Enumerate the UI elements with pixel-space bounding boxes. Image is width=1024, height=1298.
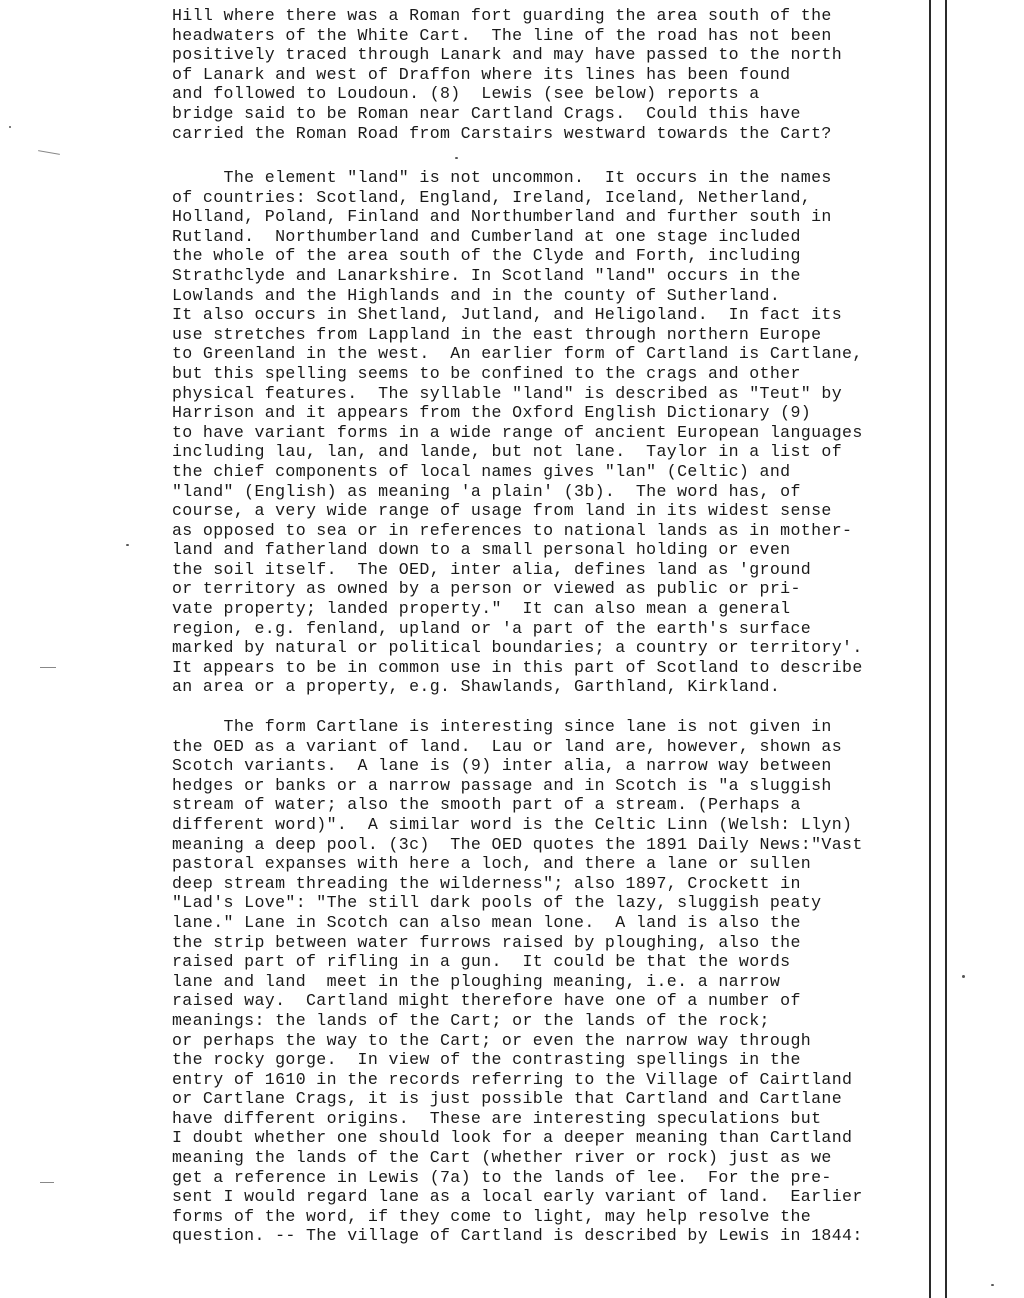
text-line: physical features. The syllable "land" is described as "Teut" by <box>172 383 843 403</box>
text-line: The element "land" is not uncommon. It occurs in the names <box>172 168 832 187</box>
text-line: raised part of rifling in a gun. It could be that the words <box>172 952 791 972</box>
text-line: land and fatherland down to a small personal holding or even <box>172 540 791 560</box>
text-line: the rocky gorge. In view of the contrasting spellings in the <box>172 1050 801 1070</box>
paragraph-roman-road <box>172 6 842 143</box>
text-line: Hill where there was a Roman fort guarding the area south of the <box>172 6 832 25</box>
text-line: different word)". A similar word is the Celtic Linn (Welsh: Llyn) <box>172 814 853 834</box>
text-line: question. -- The village of Cartland is described by Lewis in 1844: <box>172 1226 863 1246</box>
text-line: the strip between water furrows raised by ploughing, also the <box>172 932 801 952</box>
text-line: pastoral expanses with here a loch, and there a lane or sullen <box>172 854 812 874</box>
text-line: lane." Lane in Scotch can also mean lone. A land is also the <box>172 912 801 932</box>
scan-mark <box>40 1182 54 1183</box>
text-line: It appears to be in common use in this part of Scotland to describe <box>172 657 863 677</box>
text-line: or territory as owned by a person or viewed as public or pri- <box>172 579 801 599</box>
text-line: to Greenland in the west. An earlier form of Cartland is Cartlane, <box>172 344 863 364</box>
text-line: lane and land meet in the ploughing meaning, i.e. a narrow <box>172 971 781 991</box>
text-line: Rutland. Northumberland and Cumberland at one stage included <box>172 226 801 246</box>
scan-speck <box>962 975 965 978</box>
text-line: sent I would regard lane as a local early variant of land. Earlier <box>172 1187 863 1207</box>
text-line: of Lanark and west of Draffon where its lines has been found <box>172 64 791 84</box>
scan-speck <box>9 126 11 128</box>
text-line: forms of the word, if they come to light, may help resolve the <box>172 1206 812 1226</box>
text-line: including lau, lan, and lande, but not lane. Taylor in a list of <box>172 442 843 462</box>
text-line: hedges or banks or a narrow passage and in Scotch is "a sluggish <box>172 775 832 795</box>
paragraph-form-cartlane <box>172 717 863 1246</box>
text-line: bridge said to be Roman near Cartland Crags. Could this have <box>172 103 801 123</box>
text-line: the whole of the area south of the Clyde and Forth, including <box>172 246 801 266</box>
text-line: "land" (English) as meaning 'a plain' (3b). The word has, of <box>172 481 801 501</box>
text-line: have different origins. These are interesting speculations but <box>172 1108 822 1128</box>
text-line: Lowlands and the Highlands and in the county of Sutherland. <box>172 285 781 305</box>
text-line: I doubt whether one should look for a deeper meaning than Cartland <box>172 1128 853 1148</box>
margin-rule-right <box>945 0 947 1298</box>
text-line: "Lad's Love": "The still dark pools of the lazy, sluggish peaty <box>172 893 822 913</box>
text-line: deep stream threading the wilderness"; also 1897, Crockett in <box>172 873 801 893</box>
text-line: meanings: the lands of the Cart; or the lands of the rock; <box>172 1010 770 1030</box>
text-line: Strathclyde and Lanarkshire. In Scotland "land" occurs in the <box>172 265 801 285</box>
text-line: the chief components of local names gives "lan" (Celtic) and <box>172 461 791 481</box>
text-line: It also occurs in Shetland, Jutland, and Heligoland. In fact its <box>172 305 843 325</box>
text-line: as opposed to sea or in references to national lands as in mother- <box>172 520 853 540</box>
text-line: carried the Roman Road from Carstairs westward towards the Cart? <box>172 123 832 143</box>
margin-rule-left <box>929 0 931 1298</box>
text-line: Holland, Poland, Finland and Northumberland and further south in <box>172 207 832 227</box>
text-line: stream of water; also the smooth part of a stream. (Perhaps a <box>172 795 801 815</box>
scan-speck <box>455 157 458 159</box>
text-line: to have variant forms in a wide range of ancient European languages <box>172 422 863 442</box>
text-line: Scotch variants. A lane is (9) inter alia, a narrow way between <box>172 756 832 776</box>
text-line: get a reference in Lewis (7a) to the lands of lee. For the pre- <box>172 1167 832 1187</box>
text-line: region, e.g. fenland, upland or 'a part of the earth's surface <box>172 618 812 638</box>
text-line: meaning the lands of the Cart (whether river or rock) just as we <box>172 1148 832 1168</box>
text-line: use stretches from Lappland in the east through northern Europe <box>172 324 822 344</box>
text-line: The form Cartlane is interesting since lane is not given in <box>172 717 832 736</box>
text-line: or perhaps the way to the Cart; or even the narrow way through <box>172 1030 812 1050</box>
scan-mark <box>38 150 60 155</box>
text-line: entry of 1610 in the records referring to the Village of Cairtland <box>172 1069 853 1089</box>
text-line: the soil itself. The OED, inter alia, defines land as 'ground <box>172 559 812 579</box>
text-line: an area or a property, e.g. Shawlands, Garthland, Kirkland. <box>172 677 781 697</box>
text-line: meaning a deep pool. (3c) The OED quotes the 1891 Daily News:"Vast <box>172 834 863 854</box>
text-line: Harrison and it appears from the Oxford English Dictionary (9) <box>172 403 812 423</box>
scan-mark <box>40 667 56 668</box>
text-line: the OED as a variant of land. Lau or land are, however, shown as <box>172 736 843 756</box>
text-line: vate property; landed property." It can also mean a general <box>172 599 791 619</box>
text-line: positively traced through Lanark and may have passed to the north <box>172 45 843 65</box>
text-line: but this spelling seems to be confined to the crags and other <box>172 363 801 383</box>
text-line: or Cartlane Crags, it is just possible that Cartland and Cartlane <box>172 1089 843 1109</box>
text-line: of countries: Scotland, England, Ireland, Iceland, Netherland, <box>172 187 812 207</box>
scan-speck <box>126 544 129 546</box>
paragraph-element-land <box>172 168 863 697</box>
scan-speck <box>991 1284 994 1286</box>
text-line: course, a very wide range of usage from land in its widest sense <box>172 501 832 521</box>
text-line: marked by natural or political boundaries; a country or territory'. <box>172 638 863 658</box>
text-line: headwaters of the White Cart. The line of the road has not been <box>172 25 832 45</box>
text-line: raised way. Cartland might therefore have one of a number of <box>172 991 801 1011</box>
text-line: and followed to Loudoun. (8) Lewis (see below) reports a <box>172 84 760 104</box>
